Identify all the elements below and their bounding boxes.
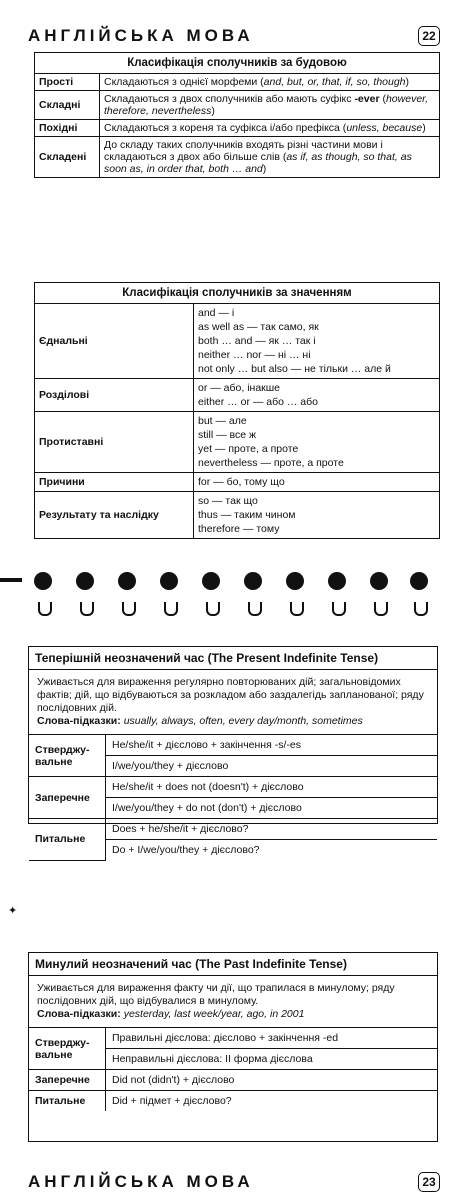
- box-title: Минулий неозначений час (The Past Indefinite Tense): [29, 953, 437, 976]
- hook-icon: [164, 602, 178, 616]
- hook-icon: [374, 602, 388, 616]
- ring-icon: [76, 572, 94, 590]
- ring-icon: [34, 572, 52, 590]
- form-cell: Do + I/we/you/they + дієслово?: [112, 844, 260, 856]
- table-row: [35, 379, 440, 412]
- table-row: [35, 120, 440, 137]
- row-label: Заперечне: [29, 777, 106, 819]
- form-cell: Неправильні дієслова: II форма дієслова: [106, 1049, 438, 1070]
- row-label: Протиставні: [35, 412, 194, 473]
- row-label: Розділові: [35, 379, 194, 412]
- table-row: [29, 1028, 437, 1049]
- row-label: Причини: [35, 473, 194, 492]
- table-row: [35, 91, 440, 120]
- ring-icon: [328, 572, 346, 590]
- table-title: Класифікація сполучників за значенням: [35, 283, 440, 304]
- hook-icon: [290, 602, 304, 616]
- spiral-binding: [0, 572, 456, 622]
- row-lines: or — або, інакше either … or — або … або: [194, 379, 440, 412]
- forms-table: [29, 735, 437, 861]
- hook-icon: [80, 602, 94, 616]
- table-row: [29, 819, 437, 840]
- row-label: Похідні: [35, 120, 100, 137]
- row-text: Складаються з однієї морфеми (and, but, or, that, if, so, though): [100, 74, 440, 91]
- table-row: [29, 1091, 437, 1112]
- ring-icon: [118, 572, 136, 590]
- row-label: Складні: [35, 91, 100, 120]
- form-cell: Правильні дієслова: дієслово + закінчення -ed: [106, 1028, 438, 1049]
- form-cell: I/we/you/they + дієслово: [106, 756, 438, 777]
- row-label: Питальне: [29, 1091, 106, 1112]
- table-row: [35, 304, 440, 379]
- form-cell: I/we/you/they + do not (don't) + дієслово: [106, 798, 438, 819]
- ring-icon: [286, 572, 304, 590]
- form-cell: Did + підмет + дієслово?: [112, 1095, 232, 1107]
- table-row: [35, 492, 440, 539]
- box-description: Уживається для вираження регулярно повторюваних дій; загальновідомих фактів; дій, що відбуваються за розкладом або заздалегідь запланованої; ряду послідовних дій. Слова-підказки: usually, always, often, every day/month, sometimes: [29, 670, 437, 735]
- hook-icon: [248, 602, 262, 616]
- row-label: Єднальні: [35, 304, 194, 379]
- past-indefinite-box: [28, 952, 438, 1142]
- row-label: Заперечне: [29, 1070, 106, 1091]
- table-row: [29, 735, 437, 756]
- box-description: Уживається для вираження факту чи дії, що трапилася в минулому; ряду послідовних дій, що відбувалися в минулому. Слова-підказки: yesterday, last week/year, ago, in 2001: [29, 976, 437, 1028]
- hook-icon: [122, 602, 136, 616]
- row-text: Складаються з кореня та суфікса і/або префікса (unless, because): [100, 120, 440, 137]
- table-row: [35, 473, 440, 492]
- ring-icon: [410, 572, 428, 590]
- row-label: Результату та наслідку: [35, 492, 194, 539]
- row-label: Складені: [35, 137, 100, 178]
- table-row: [29, 1070, 437, 1091]
- forms-table: [29, 1028, 437, 1111]
- classification-by-meaning-table: [34, 282, 440, 539]
- page-footer-title: АНГЛІЙСЬКА МОВА: [28, 1172, 254, 1191]
- row-lines: but — але still — все ж yet — проте, а проте nevertheless — проте, а проте: [194, 412, 440, 473]
- hook-icon: [206, 602, 220, 616]
- ring-icon: [202, 572, 220, 590]
- ring-icon: [244, 572, 262, 590]
- form-cell: He/she/it + дієслово + закінчення -s/-es: [106, 735, 438, 756]
- page-number: 22: [418, 26, 440, 46]
- table-row: [29, 777, 437, 798]
- ring-icon: [370, 572, 388, 590]
- form-cell: He/she/it + does not (doesn't) + дієслово: [106, 777, 438, 798]
- classification-by-structure-table: [34, 52, 440, 178]
- form-cell: Does + he/she/it + дієслово?: [106, 819, 438, 840]
- hook-icon: [332, 602, 346, 616]
- row-lines: so — так що thus — таким чином therefore — тому: [194, 492, 440, 539]
- page-number: 23: [418, 1172, 440, 1192]
- box-title: Теперішній неозначений час (The Present Indefinite Tense): [29, 647, 437, 670]
- row-lines: for — бо, тому що: [194, 473, 440, 492]
- row-lines: and — і as well as — так само, як both … and — як … так і neither … nor — ні … ні not only … but also — не тільки … але й: [194, 304, 440, 379]
- present-indefinite-box: [28, 646, 438, 856]
- row-text: До складу таких сполучників входять різні частини мови і складаються з двох або більше слів (as if, as though, so that, as soon as, in order that, both … and): [100, 137, 440, 178]
- row-label: Стверджу-вальне: [29, 1028, 106, 1070]
- table-row: [35, 74, 440, 91]
- row-label: Питальне: [29, 819, 106, 861]
- page-header-title: АНГЛІЙСЬКА МОВА: [28, 26, 254, 45]
- table-row: [35, 137, 440, 178]
- row-label: Прості: [35, 74, 100, 91]
- table-row: [35, 412, 440, 473]
- hook-icon: [414, 602, 428, 616]
- form-cell: Did not (didn't) + дієслово: [106, 1070, 438, 1091]
- row-label: Стверджу-вальне: [29, 735, 106, 777]
- ring-icon: [160, 572, 178, 590]
- hook-icon: [38, 602, 52, 616]
- table-title: Класифікація сполучників за будовою: [35, 53, 440, 74]
- binding-edge: [0, 578, 22, 582]
- row-text: Складаються з двох сполучників або мають суфікс -ever (however, therefore, nevertheless): [100, 91, 440, 120]
- scan-mark: ✦: [8, 905, 18, 917]
